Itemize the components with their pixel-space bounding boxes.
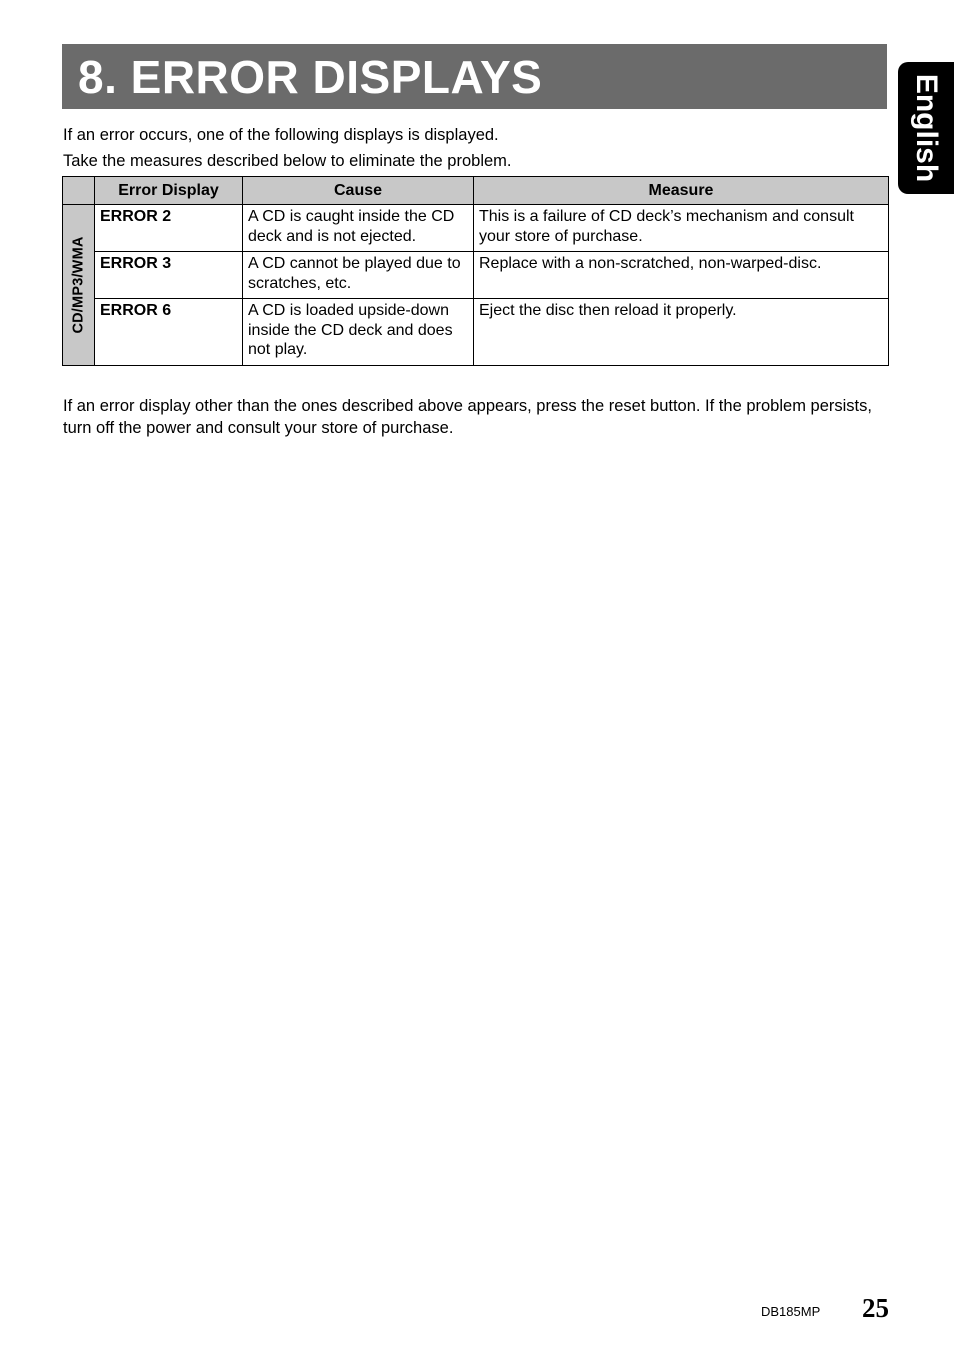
column-header-error-display: Error Display [95,177,243,205]
category-cell [63,205,95,366]
table-header-corner [63,177,95,205]
error-table [62,176,889,366]
column-header-measure: Measure [474,177,889,205]
error-code-cell: ERROR 3 [95,252,243,299]
page-title: 8. ERROR DISPLAYS [78,51,543,103]
measure-cell: Replace with a non-scratched, non-warped-disc. [474,252,889,299]
table-header-row [63,177,889,205]
error-code-cell: ERROR 2 [95,205,243,252]
table-row [63,205,889,252]
page-number: 25 [862,1293,889,1323]
error-code-cell: ERROR 6 [95,299,243,366]
category-label: CD/MP3/WMA [69,236,86,334]
column-header-cause: Cause [243,177,474,205]
table-row [63,252,889,299]
cause-cell: A CD is loaded upside-down inside the CD deck and does not play. [243,299,474,366]
reset-instructions: If an error display other than the ones described above appears, press the reset button. If the problem persists, turn off the power and consult your store of purchase. [63,397,872,437]
language-tab-label: English [910,73,943,183]
intro-line-2: Take the measures described below to eliminate the problem. [63,152,512,170]
measure-cell: This is a failure of CD deck’s mechanism and consult your store of purchase. [474,205,889,252]
model-number: DB185MP [761,1304,821,1319]
measure-cell: Eject the disc then reload it properly. [474,299,889,366]
intro-text [63,122,512,174]
cause-cell: A CD is caught inside the CD deck and is not ejected. [243,205,474,252]
intro-line-1: If an error occurs, one of the following displays is displayed. [63,126,499,144]
cause-cell: A CD cannot be played due to scratches, etc. [243,252,474,299]
table-row [63,299,889,366]
title-bar [62,44,887,109]
language-tab [898,62,954,194]
